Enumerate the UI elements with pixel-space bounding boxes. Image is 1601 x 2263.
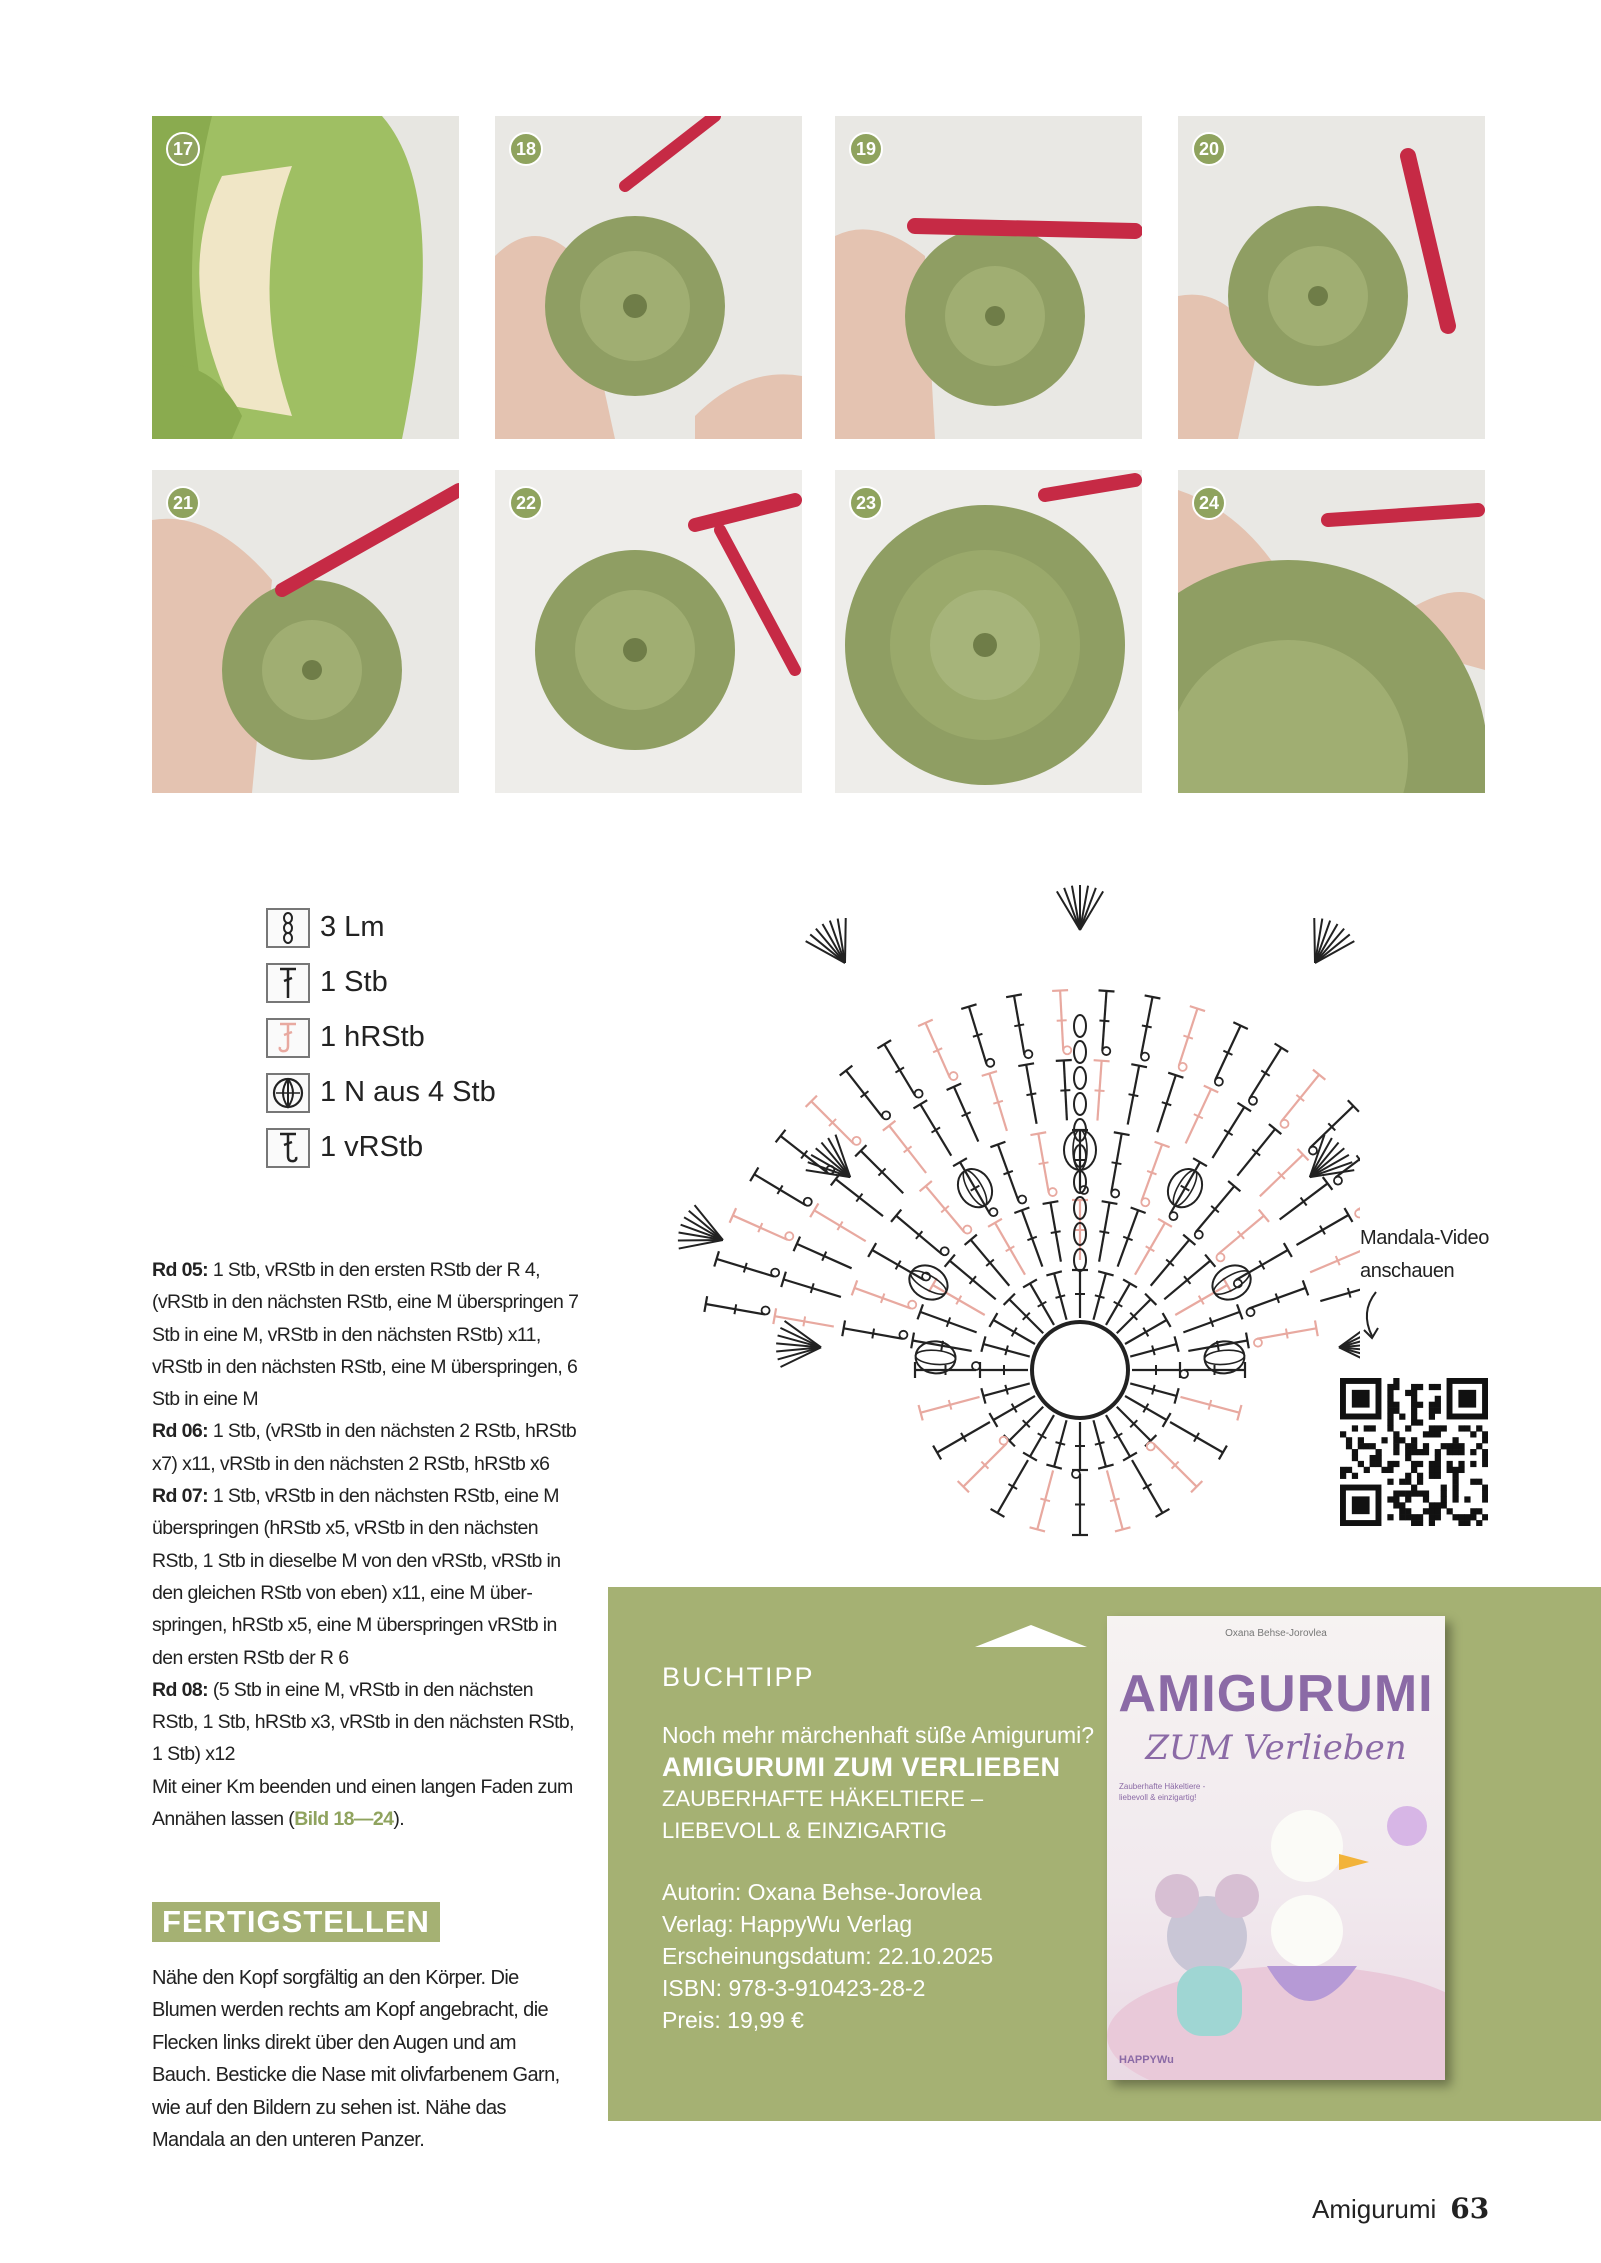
crochet-mandala-chart — [600, 840, 1360, 1540]
legend-item — [266, 1010, 496, 1065]
legend-label: 1 vRStb — [320, 1131, 424, 1163]
crochet-circle-image — [495, 116, 802, 439]
book-subtitle: ZAUBERHAFTE HÄKELTIERE – LIEBEVOLL & EINZIGARTIG — [662, 1786, 984, 1843]
step-photo-23 — [835, 470, 1142, 793]
crochet-circle-image — [495, 470, 802, 793]
book-author: Autorin: Oxana Behse-Jorovlea — [662, 1879, 982, 1905]
magazine-name: Amigurumi — [1312, 2194, 1437, 2224]
crochet-circle-image — [1178, 116, 1485, 439]
front-post-dc-icon — [266, 1128, 310, 1168]
step-number-badge: 18 — [509, 132, 543, 166]
stitch-legend — [266, 900, 496, 1175]
finish-heading: FERTIGSTELLEN — [152, 1902, 440, 1942]
cover-author: Oxana Behse-Jorovlea — [1225, 1628, 1327, 1639]
round-label: Rd 06: — [152, 1420, 208, 1443]
instruction-round — [152, 1254, 582, 1415]
step-number-badge: 24 — [1192, 486, 1226, 520]
book-question: Noch mehr märchenhaft süße Amigurumi? — [662, 1722, 1095, 1748]
step-photo-24 — [1178, 470, 1485, 793]
step-photo-21 — [152, 470, 459, 793]
crochet-mandala-image — [835, 470, 1142, 793]
book-title: AMIGURUMI ZUM VERLIEBEN — [662, 1752, 1061, 1782]
step-number-badge: 22 — [509, 486, 543, 520]
cover-publisher-logo: HAPPYWu — [1119, 2054, 1174, 2066]
step-photo-19 — [835, 116, 1142, 439]
round-text: 1 Stb, (vRStb in den nächsten 2 RStb, hRStb x7) x11, vRStb in den nächsten 2 RStb, hRStb x6 — [152, 1420, 577, 1475]
book-cover[interactable] — [1107, 1616, 1445, 2080]
legend-label: 1 Stb — [320, 966, 388, 998]
book-isbn: ISBN: 978-3-910423-28-2 — [662, 1975, 926, 2001]
legend-label: 1 N aus 4 Stb — [320, 1076, 496, 1108]
round-text: 1 Stb, vRStb in den ersten RStb der R 4, (vRStb in den nächsten RStb, eine M überspringen 7 Stb in eine M, vRStb in den nächsten RStb) x11, vRStb in den nächsten RStb, eine M überspringen, 6 Stb in eine M — [152, 1259, 579, 1411]
bookmark-notch-icon — [975, 1587, 1087, 1647]
closing-instruction: Mit einer Km beenden und einen langen Faden zum Annähen lassen (Bild 18—24). — [152, 1775, 573, 1831]
cover-amigurumi-illustration — [1107, 1786, 1445, 2080]
step-photo-18 — [495, 116, 802, 439]
legend-label: 1 hRStb — [320, 1021, 425, 1053]
curved-arrow-icon — [1358, 1288, 1388, 1348]
book-publisher: Verlag: HappyWu Verlag — [662, 1911, 913, 1937]
popcorn-4-dc-icon — [266, 1073, 310, 1113]
step-photo-22 — [495, 470, 802, 793]
step-photo-20 — [1178, 116, 1485, 439]
legend-item — [266, 1120, 496, 1175]
legend-item — [266, 1065, 496, 1120]
book-date: Erscheinungsdatum: 22.10.2025 — [662, 1943, 994, 1969]
round-label: Rd 07: — [152, 1485, 208, 1508]
crochet-mandala-closeup-image — [1178, 470, 1485, 793]
cover-subtitle: ZUM Verlieben — [1145, 1728, 1407, 1768]
qr-code-icon[interactable] — [1340, 1378, 1488, 1526]
step-number-badge: 17 — [166, 132, 200, 166]
page-number: 63 — [1450, 2192, 1490, 2225]
finish-text: Nähe den Kopf sorgfältig an den Körper. Die Blumen werden rechts am Kopf angebracht, die Flecken links direkt über den Augen und am Bauch. Besticke die Nase mit olivfarbenem Garn, wie auf den Bildern zu sehen ist. Nähe das Mandala an den unteren Panzer. — [152, 1967, 560, 2152]
legend-item — [266, 900, 496, 955]
book-price: Preis: 19,99 € — [662, 2007, 804, 2033]
legend-label: 3 Lm — [320, 911, 385, 943]
cover-blurb: Zauberhafte Häkeltiere - liebevoll & einzigartig! — [1119, 1782, 1206, 1802]
legend-item — [266, 955, 496, 1010]
step-number-badge: 20 — [1192, 132, 1226, 166]
step-photo-17 — [152, 116, 459, 439]
step-number-badge: 21 — [166, 486, 200, 520]
book-kicker: BUCHTIPP — [662, 1662, 815, 1692]
page-footer — [1312, 2192, 1489, 2225]
double-crochet-icon — [266, 963, 310, 1003]
back-post-dc-icon — [266, 1018, 310, 1058]
round-label: Rd 05: — [152, 1259, 208, 1281]
book-tip-text — [662, 1662, 1102, 2036]
instruction-round — [152, 1415, 582, 1480]
step-number-badge: 19 — [849, 132, 883, 166]
video-label: Mandala-Video anschauen — [1360, 1227, 1489, 1282]
round-label: Rd 08: — [152, 1678, 208, 1701]
crochet-circle-image — [835, 116, 1142, 439]
instruction-round — [152, 1480, 582, 1674]
round-instructions — [152, 1254, 582, 1835]
cover-title: AMIGURUMI — [1118, 1665, 1434, 1723]
round-text: (5 Stb in eine M, vRStb in den nächsten RStb, 1 Stb, hRStb x3, vRStb in den nächsten RStb, 1 Stb) x12 — [152, 1678, 574, 1766]
step-number-badge: 23 — [849, 486, 883, 520]
image-reference: Bild 18—24 — [294, 1808, 394, 1831]
instruction-round — [152, 1674, 582, 1771]
round-text: 1 Stb, vRStb in den nächsten RStb, eine M überspringen (hRStb x5, vRStb in den nächsten RStb, 1 Stb in dieselbe M von den vRStb, vRStb in den gleichen RStb von eben) x11, eine M überspringen, hRStb x5, eine M überspringen vRStb in den ersten RStb der R 6 — [152, 1485, 561, 1669]
crochet-body-image — [152, 116, 459, 439]
magic-ring — [1032, 1322, 1128, 1418]
crochet-circle-image — [152, 470, 459, 793]
chain-3-icon — [266, 908, 310, 948]
